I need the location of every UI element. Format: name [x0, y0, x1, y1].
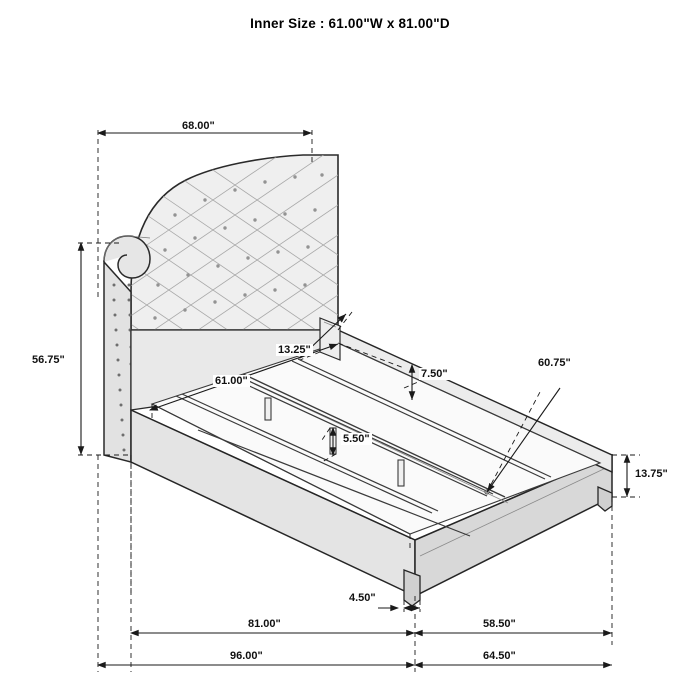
dim-headboard-width: 68.00" [182, 120, 215, 132]
dim-overall-depth: 96.00" [230, 650, 263, 662]
dim-rail-to-slat: 7.50" [421, 368, 448, 380]
dim-overall-right: 64.50" [483, 650, 516, 662]
dim-inner-width: 61.00" [215, 375, 248, 387]
dim-inner-depth: 81.00" [248, 618, 281, 630]
dim-footboard-height: 13.75" [635, 468, 668, 480]
dim-foot-leg-height: 4.50" [349, 592, 376, 604]
page-title: Inner Size : 61.00"W x 81.00"D [250, 16, 450, 31]
dim-center-leg-height: 5.50" [343, 433, 370, 445]
dim-slat-gap-top: 13.25" [278, 344, 311, 356]
dim-headboard-height: 56.75" [32, 354, 65, 366]
dim-depth-right: 58.50" [483, 618, 516, 630]
dim-side-rail-length: 60.75" [538, 357, 571, 369]
